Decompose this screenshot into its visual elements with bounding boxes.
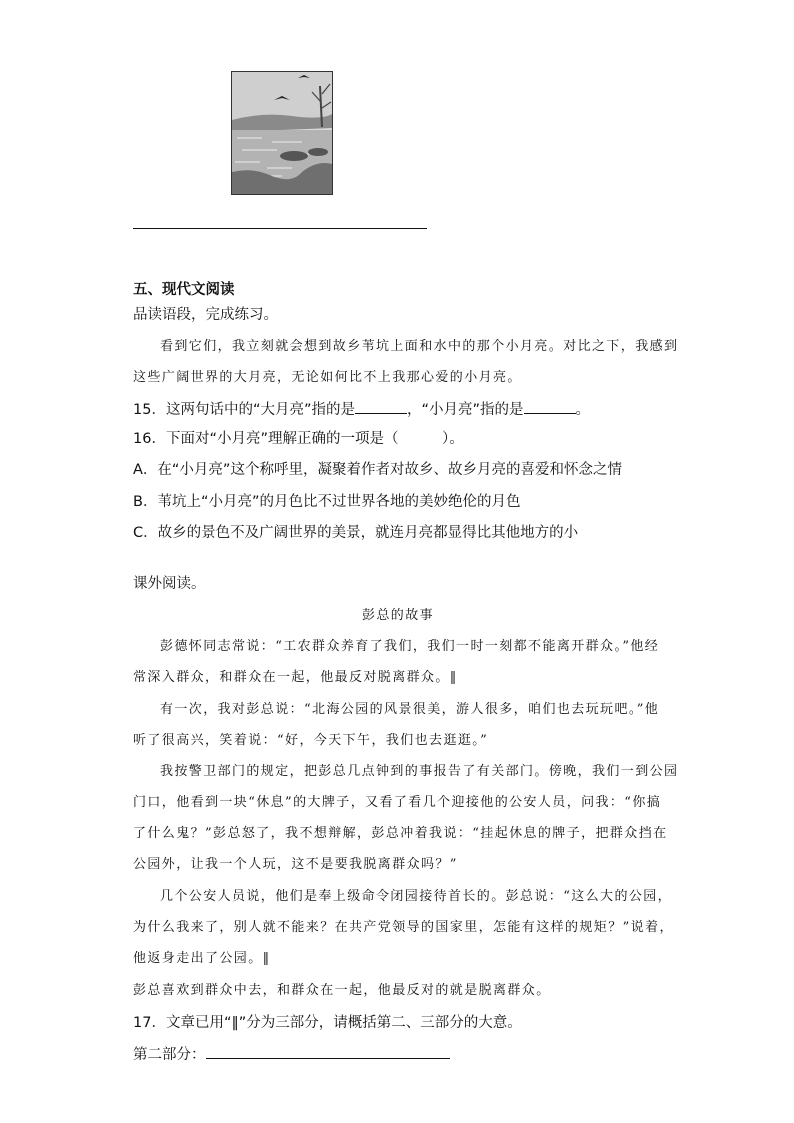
- story-line: 常深入群众，和群众在一起，他最反对脱离群众。‖: [133, 670, 458, 685]
- part2-answer-row: [133, 1044, 450, 1065]
- q15-text-end: 。: [575, 402, 591, 418]
- story-line: 彭德怀同志常说：“工农群众养育了我们，我们一时一刻都不能离开群众。”他经: [160, 639, 660, 654]
- section-heading: 五、现代文阅读: [133, 282, 235, 298]
- question-17: 17．文章已用“‖”分为三部分，请概括第二、三部分的大意。: [133, 1015, 522, 1031]
- story-line: 有一次，我对彭总说：“北海公园的风景很美，游人很多，咱们也去玩玩吧。”他: [160, 702, 660, 717]
- part2-answer-blank[interactable]: [206, 1044, 450, 1059]
- story-line: 几个公安人员说，他们是奉上级命令闭园接待首长的。彭总说：“这么大的公园，: [160, 889, 673, 904]
- passage-line-2: 这些广阔世界的大月亮，无论如何比不上我那心爱的小月亮。: [133, 370, 522, 385]
- q15-text-1: 15．这两句话中的“大月亮”指的是: [133, 402, 355, 418]
- story-title: 彭总的故事: [362, 608, 435, 623]
- q15-blank-1[interactable]: [355, 399, 407, 414]
- question-15: [133, 399, 590, 420]
- story-line: 听了很高兴，笑着说：“好，今天下午，我们也去逛逛。”: [133, 733, 489, 748]
- option-b[interactable]: B．苇坑上“小月亮”的月色比不过世界各地的美妙绝伦的月色: [133, 494, 521, 510]
- illustration-swallows-lake: [231, 71, 333, 195]
- option-a[interactable]: A．在“小月亮”这个称呼里，凝聚着作者对故乡、故乡月亮的喜爱和怀念之情: [133, 462, 622, 478]
- q15-text-2: ，“小月亮”指的是: [406, 402, 524, 418]
- illustration-drawing: [232, 72, 332, 194]
- story-line: 为什么我来了，别人就不能来？在共产党领导的国家里，怎能有这样的规矩？”说着，: [133, 920, 674, 935]
- story-line: 门口，他看到一块“休息”的大牌子，又看了看几个迎接他的公安人员，问我：“你搞: [133, 795, 662, 810]
- extra-reading-instruction: 课外阅读。: [133, 576, 206, 592]
- story-line: 了什么鬼？”彭总怒了，我不想辩解，彭总冲着我说：“挂起休息的牌子，把群众挡在: [133, 826, 668, 841]
- question-16: 16．下面对“小月亮”理解正确的一项是（ ）。: [133, 431, 464, 447]
- answer-line-top: [133, 228, 427, 229]
- story-line: 彭总喜欢到群众中去，和群众在一起，他最反对的就是脱离群众。: [133, 983, 551, 998]
- q15-blank-2[interactable]: [524, 399, 576, 414]
- story-line: 他返身走出了公园。‖: [133, 951, 271, 966]
- section-instruction: 品读语段，完成练习。: [133, 307, 278, 323]
- passage-line-1: 看到它们，我立刻就会想到故乡苇坑上面和水中的那个小月亮。对比之下，我感到: [160, 339, 679, 354]
- story-line: 公园外，让我一个人玩，这不是要我脱离群众吗？”: [133, 857, 458, 872]
- part2-label: 第二部分：: [133, 1047, 206, 1063]
- story-line: 我按警卫部门的规定，把彭总几点钟到的事报告了有关部门。傍晚，我们一到公园: [160, 764, 679, 779]
- option-c[interactable]: C．故乡的景色不及广阔世界的美景，就连月亮都显得比其他地方的小: [133, 525, 579, 541]
